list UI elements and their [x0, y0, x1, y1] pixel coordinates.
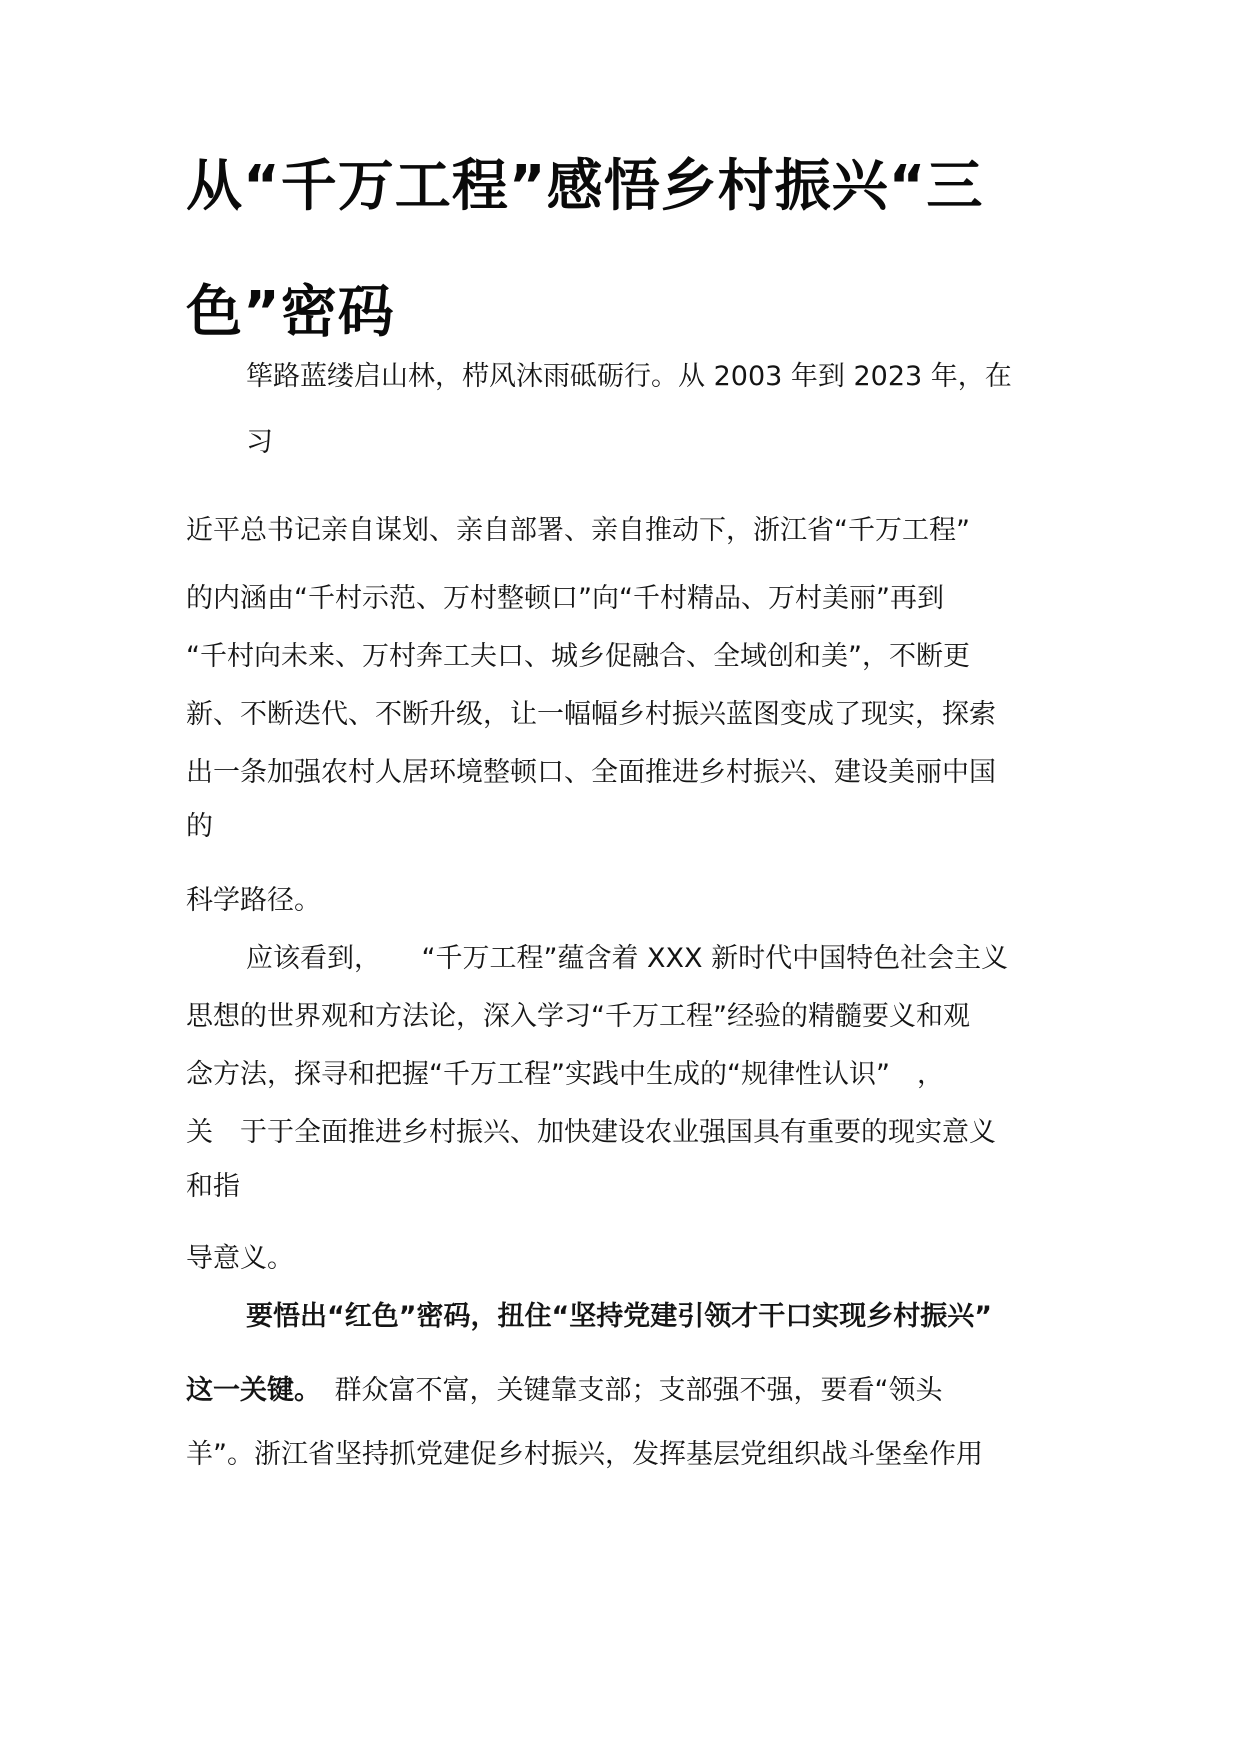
document-title-line-1: 从“千万工程”感悟乡村振兴“三 [186, 154, 984, 219]
paragraph-line: 的 [186, 811, 213, 842]
paragraph-line: 羊”。浙江省坚持抓党建促乡村振兴，发挥基层党组织战斗堡垒作用 [186, 1439, 983, 1470]
paragraph-line: 应该看到， “千万工程”蕴含着 XXX 新时代中国特色社会主义 [246, 943, 1009, 974]
paragraph-line: 和指 [186, 1171, 240, 1202]
document-title-line-2: 色”密码 [186, 280, 395, 345]
paragraph-line: 念方法，探寻和把握“千万工程”实践中生成的“规律性认识” ， [186, 1059, 944, 1090]
paragraph-line: 新、不断迭代、不断升级，让一幅幅乡村振兴蓝图变成了现实，探索 [186, 699, 996, 730]
section-heading-tail: 这一关键。 [186, 1375, 308, 1406]
paragraph-line-mixed [186, 1374, 943, 1408]
paragraph-line: 科学路径。 [186, 885, 321, 916]
paragraph-line: 关 于于全面推进乡村振兴、加快建设农业强国具有重要的现实意义 [186, 1117, 996, 1148]
paragraph-line: 的内涵由“千村示范、万村整顿口”向“千村精品、万村美丽”再到 [186, 583, 944, 614]
paragraph-line: 导意义。 [186, 1243, 294, 1274]
paragraph-line: 思想的世界观和方法论，深入学习“千万工程”经验的精髓要义和观 [186, 1001, 970, 1032]
paragraph-line: “千村向未来、万村奔工夫口、城乡促融合、全域创和美”，不断更 [186, 641, 970, 672]
section-heading-line: 要悟出“红色”密码，扭住“坚持党建引领才干口实现乡村振兴” [246, 1301, 992, 1332]
paragraph-line: 出一条加强农村人居环境整顿口、全面推进乡村振兴、建设美丽中国 [186, 757, 996, 788]
paragraph-line: 筚路蓝缕启山林，栉风沐雨砥砺行。从 2003 年到 2023 年，在 [246, 361, 1012, 392]
paragraph-text: 群众富不富，关键靠支部；支部强不强，要看“领头 [307, 1375, 943, 1406]
paragraph-line: 习 [246, 427, 273, 458]
paragraph-line: 近平总书记亲自谋划、亲自部署、亲自推动下，浙江省“千万工程” [186, 515, 970, 546]
